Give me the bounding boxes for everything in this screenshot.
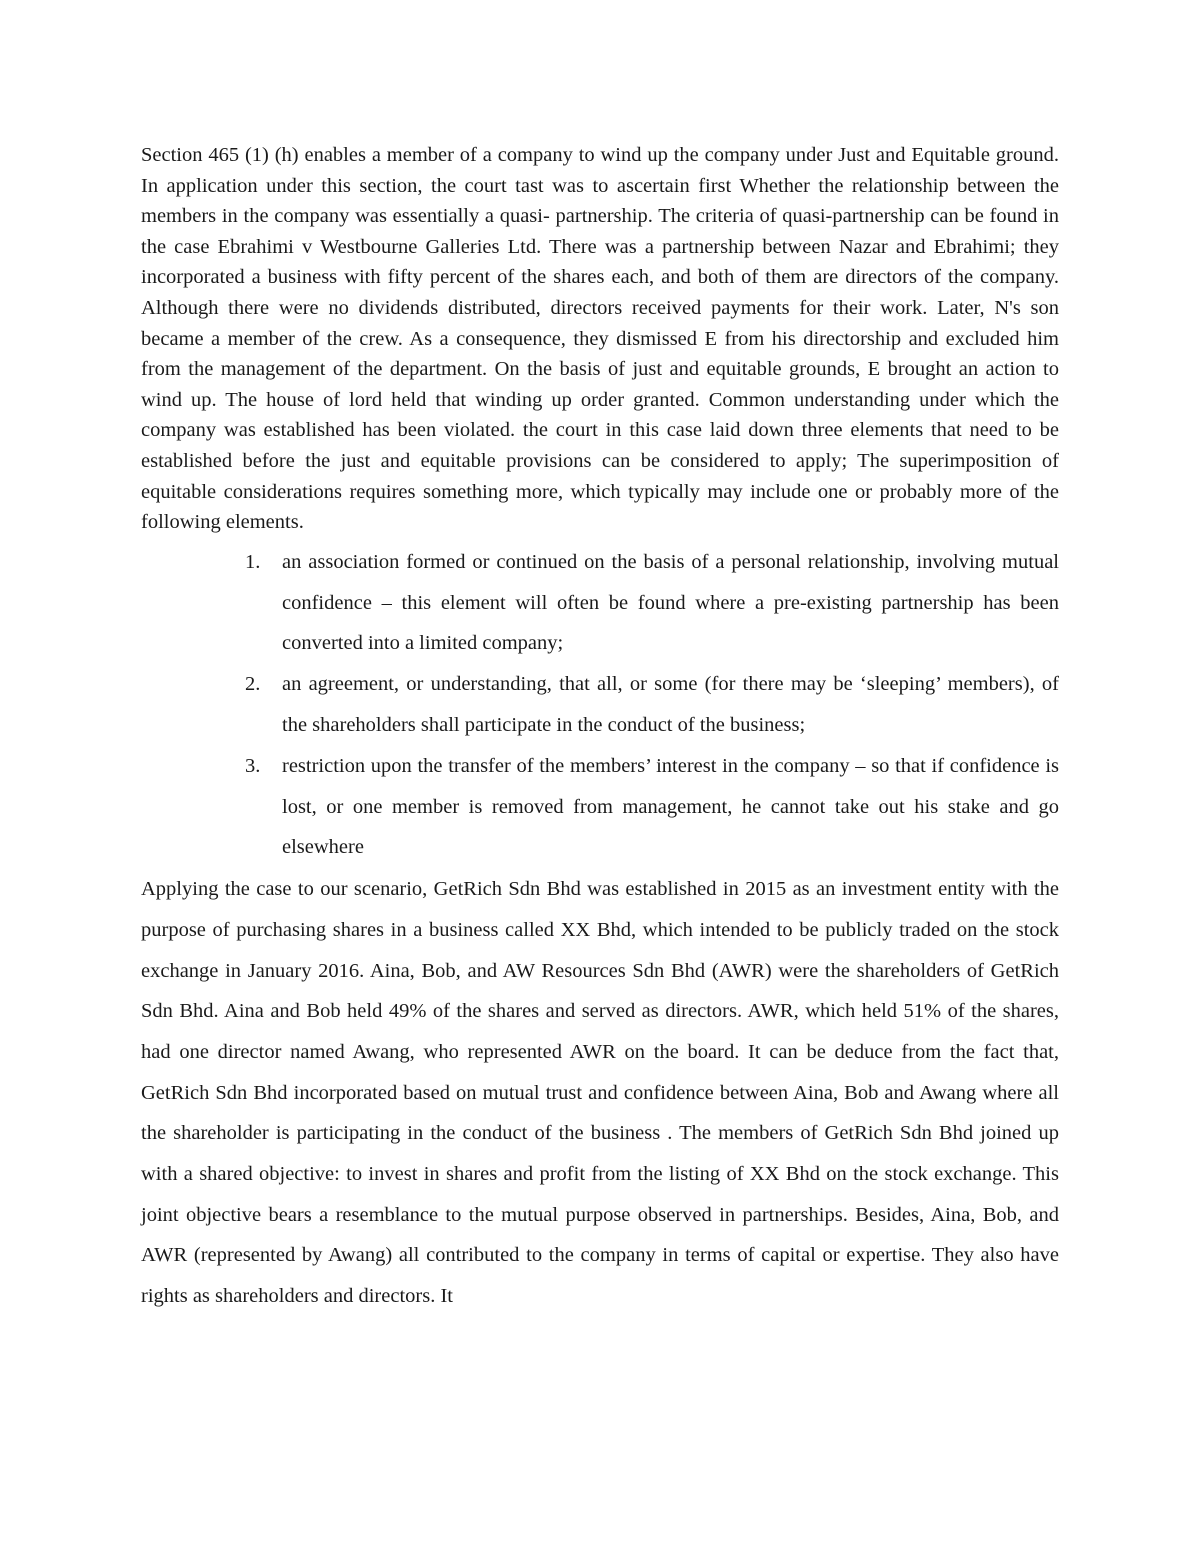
list-item-number: 3.: [245, 754, 261, 777]
list-item: [245, 664, 1059, 746]
list-item: [245, 746, 1059, 868]
paragraph-section-465: Section 465 (1) (h) enables a member of a company to wind up the company under Just and Equitable ground. In application under this section, the court tast was to ascertain first Whether the relationship between the members in the company was essentially a quasi- partnership. The criteria of quasi-partnership can be found in the case Ebrahimi v Westbourne Galleries Ltd. There was a partnership between Nazar and Ebrahimi; they incorporated a business with fifty percent of the shares each, and both of them are directors of the company. Although there were no dividends distributed, directors received payments for their work. Later, N's son became a member of the crew. As a consequence, they dismissed E from his directorship and excluded him from the management of the department. On the basis of just and equitable grounds, E brought an action to wind up. The house of lord held that winding up order granted. Common understanding under which the company was established has been violated. the court in this case laid down three elements that need to be established before the just and equitable provisions can be considered to apply; The superimposition of equitable considerations requires something more, which typically may include one or probably more of the following elements.: [141, 144, 1059, 534]
elements-list: [141, 542, 1059, 868]
document-page: [141, 140, 1059, 1317]
list-item: [245, 542, 1059, 664]
list-item-number: 2.: [245, 673, 261, 696]
list-item-number: 1.: [245, 550, 261, 573]
paragraph-scenario: Applying the case to our scenario, GetRich Sdn Bhd was established in 2015 as an investment entity with the purpose of purchasing shares in a business called XX Bhd, which intended to be publicly traded on the stock exchange in January 2016. Aina, Bob, and AW Resources Sdn Bhd (AWR) were the shareholders of GetRich Sdn Bhd. Aina and Bob held 49% of the shares and served as directors. AWR, which held 51% of the shares, had one director named Awang, who represented AWR on the board. It can be deduce from the fact that, GetRich Sdn Bhd incorporated based on mutual trust and confidence between Aina, Bob and Awang where all the shareholder is participating in the conduct of the business . The members of GetRich Sdn Bhd joined up with a shared objective: to invest in shares and profit from the listing of XX Bhd on the stock exchange. This joint objective bears a resemblance to the mutual purpose observed in partnerships. Besides, Aina, Bob, and AWR (represented by Awang) all contributed to the company in terms of capital or expertise. They also have rights as shareholders and directors. It: [141, 878, 1059, 1308]
list-item-text: an agreement, or understanding, that all, or some (for there may be ‘sleeping’ members), of the shareholders shall participate in the conduct of the business;: [282, 673, 1059, 736]
list-item-text: an association formed or continued on the basis of a personal relationship, involving mutual confidence – this element will often be found where a pre-existing partnership has been converted into a limited company;: [282, 550, 1059, 655]
list-item-text: restriction upon the transfer of the members’ interest in the company – so that if confidence is lost, or one member is removed from management, he cannot take out his stake and go elsewhere: [282, 754, 1059, 859]
